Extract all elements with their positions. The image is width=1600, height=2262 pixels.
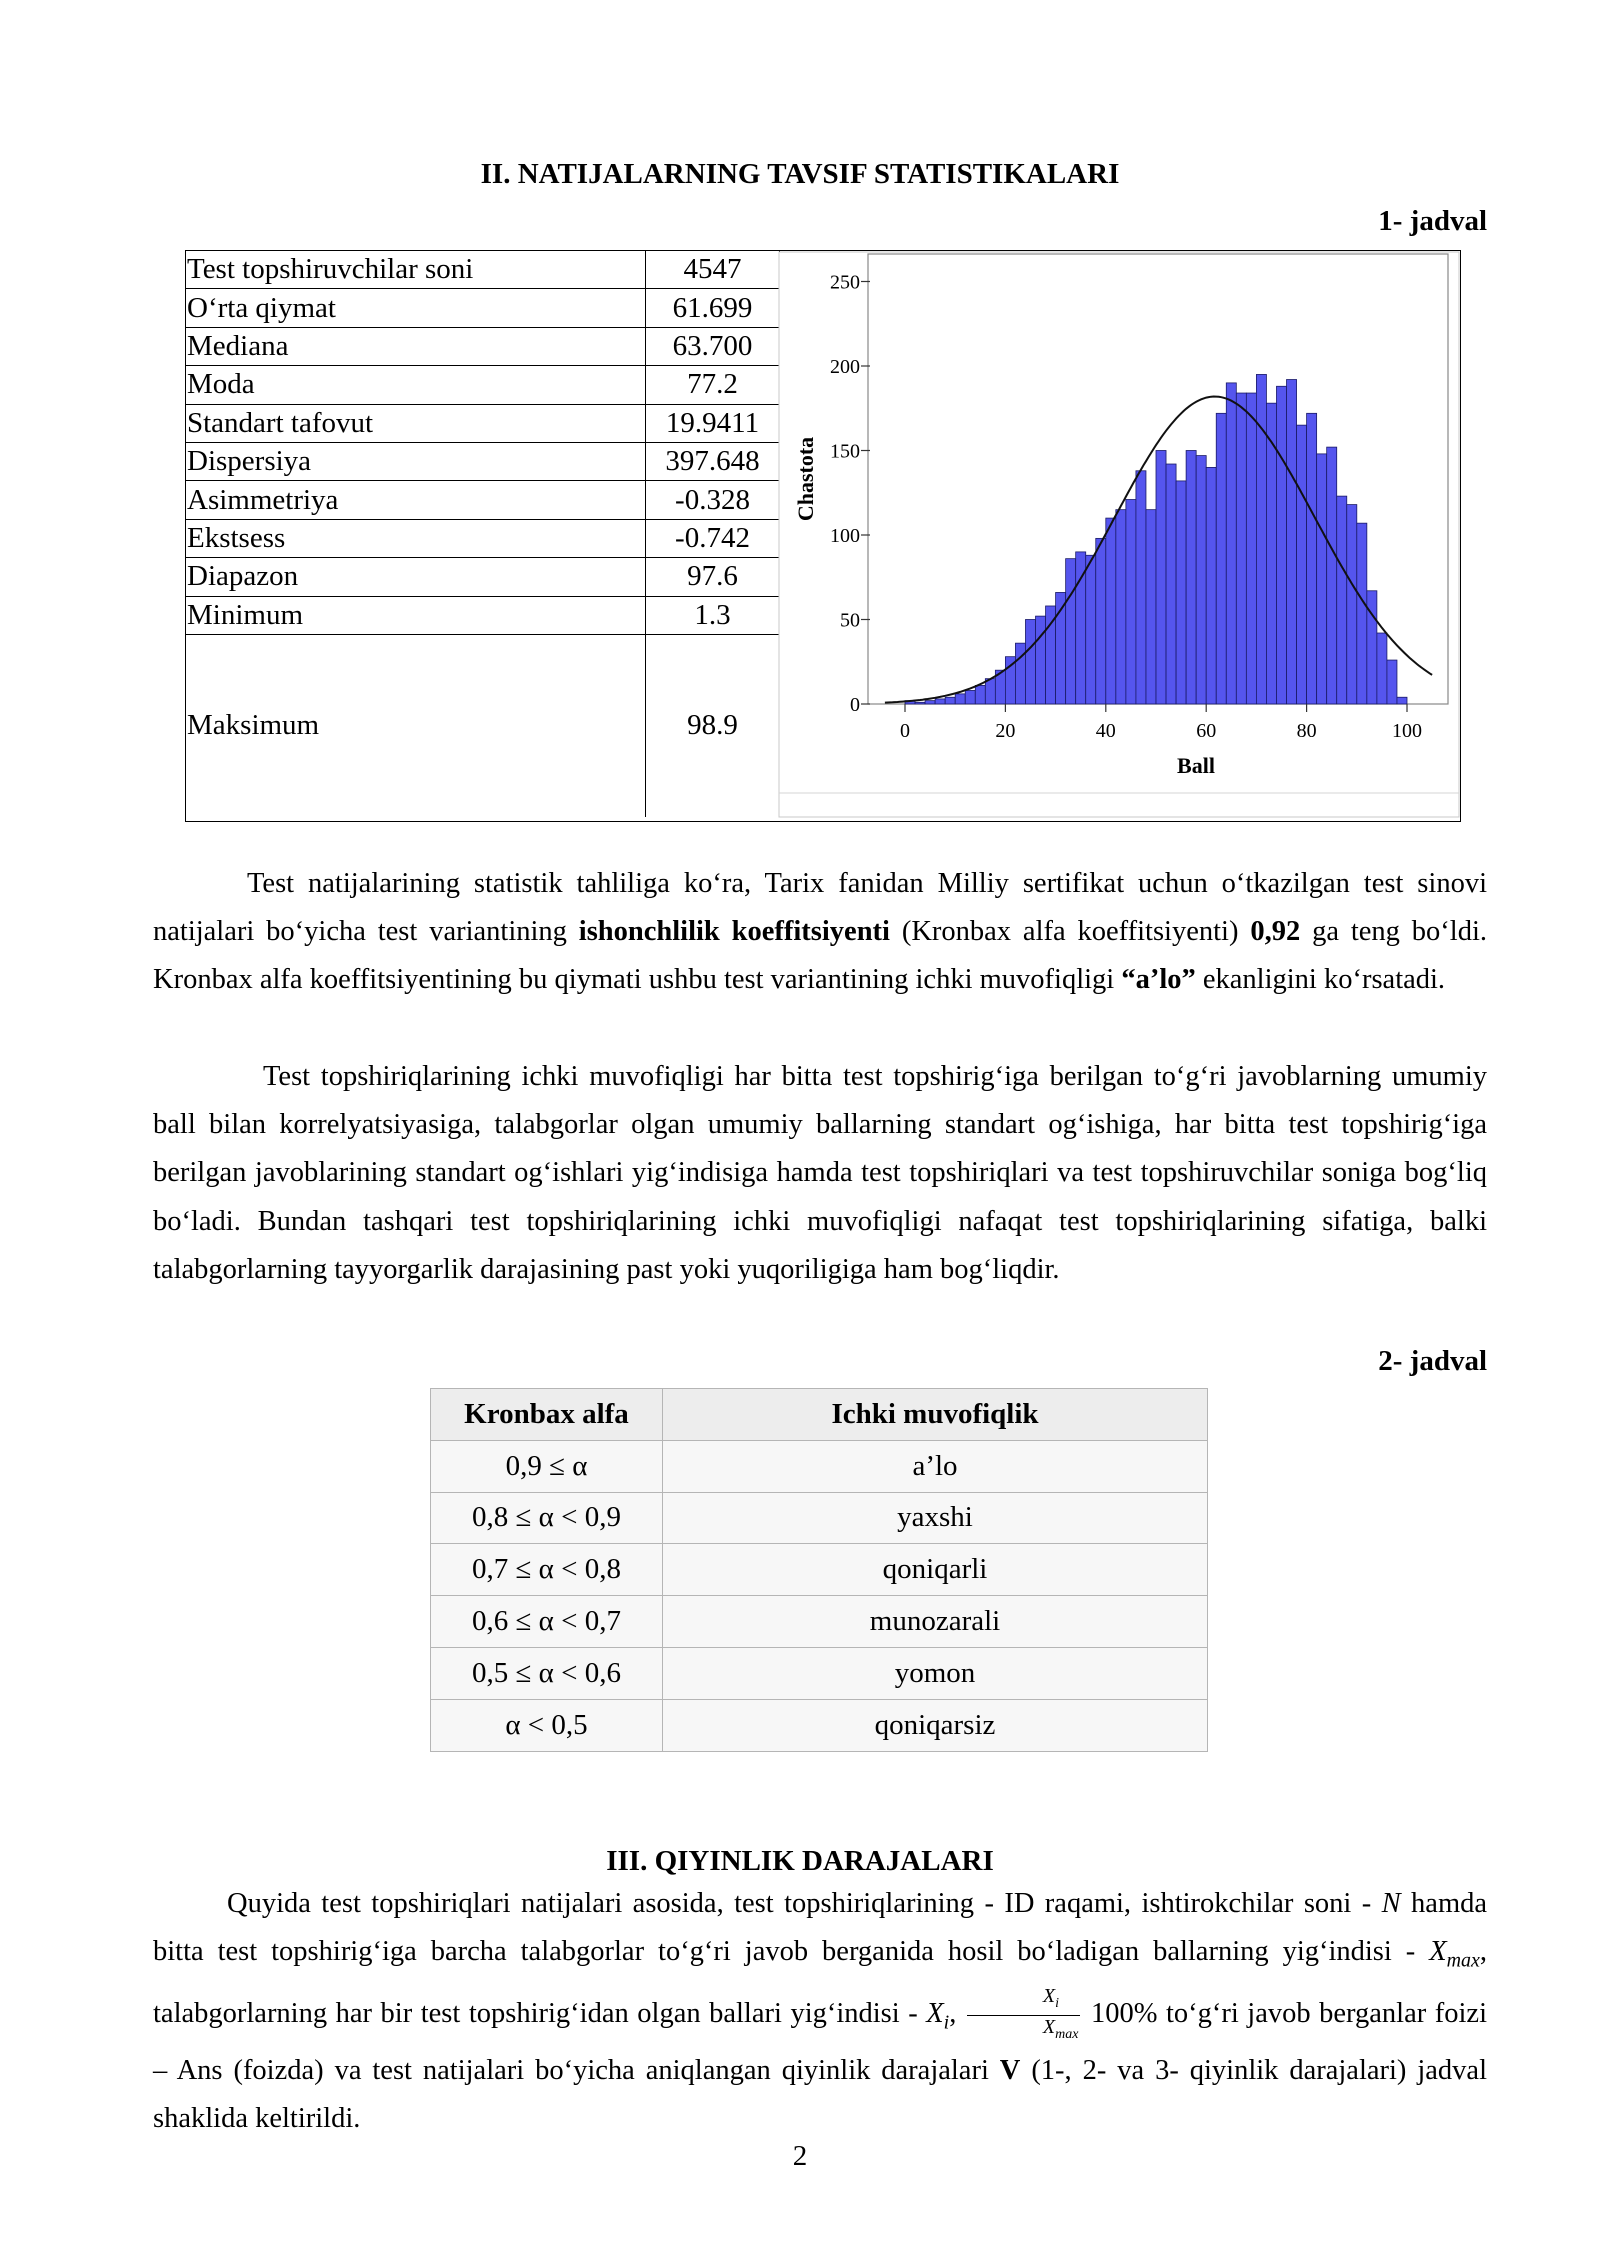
histogram-bar <box>1036 616 1046 704</box>
histogram-bar <box>955 694 965 704</box>
histogram-bar <box>1357 523 1367 704</box>
histogram-bar <box>1347 505 1357 704</box>
histogram-bar <box>1066 559 1076 704</box>
histogram-bar <box>1166 464 1176 704</box>
histogram-bar <box>1297 425 1307 704</box>
histogram-bar <box>1317 454 1327 704</box>
fraction-numerator <box>967 1985 1081 2016</box>
text-run: , <box>949 1998 965 2030</box>
stat-label: Diapazon <box>186 558 646 596</box>
text-run: hamda bitta test topshirig‘iga barcha talabgorlar to‘g‘ri javob berganida hosil bo‘ladigan ballarning yig‘indisi - <box>153 1888 1488 1968</box>
text-run: (1-, 2- va 3- qiyinlik darajalari) jadval shaklida keltirildi. <box>153 2055 1487 2135</box>
stat-value: -0.328 <box>646 481 780 519</box>
stat-label: Standart tafovut <box>186 404 646 442</box>
symbol-base: X <box>1042 1985 1056 2008</box>
table-row <box>186 481 780 519</box>
bold-rating: “a’lo” <box>1121 964 1196 996</box>
histogram-bar <box>1126 500 1136 704</box>
stat-value: 98.9 <box>646 634 780 817</box>
stat-label: Test topshiruvchilar soni <box>186 251 646 289</box>
histogram-bar <box>915 702 925 704</box>
histogram-bar <box>1116 510 1126 704</box>
histogram-svg <box>778 251 1460 821</box>
x-tick-label: 20 <box>995 720 1016 742</box>
text-run: ekanligini ko‘rsatadi. <box>1195 964 1446 996</box>
table-row <box>431 1596 1208 1648</box>
histogram-bar <box>1387 660 1397 704</box>
histogram-bar <box>975 685 985 704</box>
table-row <box>186 634 780 817</box>
table-row <box>186 442 780 480</box>
stat-label: Maksimum <box>186 634 646 817</box>
histogram-bar <box>1226 383 1236 704</box>
stat-value: 77.2 <box>646 366 780 404</box>
histogram-bar <box>1377 633 1387 704</box>
table1-caption: 1- jadval <box>1378 205 1487 237</box>
histogram-bar <box>1086 555 1096 704</box>
table-row <box>186 596 780 634</box>
symbol-sub: i <box>943 2011 950 2034</box>
text-run: ga teng bo‘ldi. Kronbax alfa koeffitsiyentining bu qiymati ushbu test variantining ichki muvofiqligi <box>153 916 1487 996</box>
x-tick-label: 60 <box>1196 720 1217 742</box>
histogram-bar <box>1096 538 1106 704</box>
fraction-denominator <box>967 2016 1081 2046</box>
text-run: (Kronbax alfa koeffitsiyenti) <box>889 916 1251 948</box>
stat-label: O‘rta qiymat <box>186 289 646 327</box>
table-row <box>431 1647 1208 1699</box>
stat-value: 19.9411 <box>646 404 780 442</box>
text-run: Quyida test topshiriqlari natijalari asosida, test topshiriqlarining - ID raqami, ishtirokchilar soni - <box>227 1888 1382 1919</box>
x-tick-label: 40 <box>1095 720 1116 742</box>
histogram-bar <box>1076 552 1086 704</box>
histogram-bar <box>1136 471 1146 704</box>
symbol-base: X <box>926 1998 944 2030</box>
histogram-bar <box>1176 481 1186 704</box>
alpha-range-cell: 0,6 ≤ α < 0,7 <box>431 1596 663 1648</box>
stat-value: 397.648 <box>646 442 780 480</box>
bold-value: 0,92 <box>1250 916 1301 948</box>
histogram-bar <box>1236 393 1246 704</box>
table-row <box>186 327 780 365</box>
symbol-xi <box>926 1998 950 2034</box>
table-row <box>186 289 780 327</box>
alpha-range-cell: 0,7 ≤ α < 0,8 <box>431 1544 663 1596</box>
symbol-v: V <box>999 2055 1021 2087</box>
table-row <box>186 404 780 442</box>
x-tick-label: 100 <box>1392 720 1422 742</box>
paragraph-difficulty <box>153 1880 1487 2143</box>
table-row <box>431 1440 1208 1492</box>
table-row <box>431 1544 1208 1596</box>
histogram-bar <box>965 690 975 704</box>
histogram-bar <box>1196 456 1206 704</box>
histogram-bar <box>925 701 935 704</box>
x-tick-label: 80 <box>1296 720 1317 742</box>
text-run: , talabgorlarning har bir test topshirig‘idan olgan ballari yig‘indisi - <box>153 1936 1487 2030</box>
stat-value: 63.700 <box>646 327 780 365</box>
statistics-rows <box>186 251 780 817</box>
rating-cell: yomon <box>663 1647 1208 1699</box>
histogram-bar <box>1327 447 1337 704</box>
symbol-sub: max <box>1055 2027 1079 2043</box>
table2-caption: 2- jadval <box>1378 1345 1487 1377</box>
stat-label: Asimmetriya <box>186 481 646 519</box>
table-row <box>186 558 780 596</box>
header-ichki: Ichki muvofiqlik <box>663 1389 1208 1441</box>
symbol-base: X <box>1042 2016 1056 2039</box>
table-row <box>431 1699 1208 1751</box>
fraction-xi-xmax <box>967 1985 1081 2046</box>
histogram-bar <box>1337 496 1347 704</box>
histogram-bar <box>1025 620 1035 705</box>
alpha-range-cell: 0,9 ≤ α <box>431 1440 663 1492</box>
histogram-bar <box>1156 451 1166 705</box>
histogram-bar <box>1015 643 1025 704</box>
table-header-row <box>431 1389 1208 1441</box>
y-tick-label: 250 <box>830 271 860 294</box>
histogram-bar <box>1106 518 1116 704</box>
paragraph-reliability <box>153 860 1487 1005</box>
symbol-sub: max <box>1446 1949 1480 1972</box>
y-axis-label: Chastota <box>793 436 818 522</box>
table-row <box>186 251 780 289</box>
histogram-bar <box>985 679 995 704</box>
table-row <box>431 1492 1208 1544</box>
x-axis-label: Ball <box>1177 753 1215 778</box>
symbol-base: X <box>1429 1936 1447 1968</box>
rating-cell: yaxshi <box>663 1492 1208 1544</box>
rating-cell: qoniqarsiz <box>663 1699 1208 1751</box>
alpha-range-cell: 0,8 ≤ α < 0,9 <box>431 1492 663 1544</box>
y-tick-label: 50 <box>840 609 860 632</box>
histogram-bar <box>1186 451 1196 705</box>
histogram-chart <box>778 251 1460 821</box>
table-row <box>186 366 780 404</box>
histogram-bar <box>1216 413 1226 704</box>
symbol-n: N <box>1381 1888 1401 1919</box>
page-number: 2 <box>792 2140 808 2172</box>
histogram-bar <box>1146 510 1156 704</box>
text-run: 100% to‘g‘ri javob berganlar foizi – Ans (foizda) va test natijalari bo‘yicha aniqlangan qiyinlik darajalari <box>153 1998 1487 2087</box>
bold-term: ishonchlilik koeffitsiyenti <box>578 916 890 948</box>
histogram-bar <box>1276 386 1286 704</box>
header-kronbax: Kronbax alfa <box>431 1389 663 1441</box>
rating-cell: munozarali <box>663 1596 1208 1648</box>
rating-cell: qoniqarli <box>663 1544 1208 1596</box>
y-tick-label: 150 <box>830 440 860 463</box>
histogram-bar <box>1206 467 1216 704</box>
alpha-range-cell: α < 0,5 <box>431 1699 663 1751</box>
stat-label: Ekstsess <box>186 519 646 557</box>
paragraph-consistency: Test topshiriqlarining ichki muvofiqligi har bitta test topshirig‘iga berilgan to‘g‘ri javoblarning umumiy ball bilan korrelyatsiyasiga, talabgorlar olgan umumiy ballarning standart og‘ishiga, har bitta test topshirig‘iga berilgan javoblarining standart og‘ishlari yig‘indisiga hamda test topshiriqlari va test topshiruvchilar soniga bog‘liq bo‘ladi. Bundan tashqari test topshiriqlarining ichki muvofiqligi nafaqat test topshiriqlarining sifatiga, balki talabgorlarning tayyorgarlik darajasining past yoki yuqoriligiga ham bog‘liqdir. <box>153 1061 1487 1285</box>
symbol-xmax <box>1429 1936 1480 1972</box>
stat-value: 1.3 <box>646 596 780 634</box>
histogram-bar <box>945 697 955 704</box>
cronbach-table <box>430 1388 1208 1752</box>
histogram-bar <box>1307 413 1317 704</box>
stat-value: 4547 <box>646 251 780 289</box>
stat-value: 97.6 <box>646 558 780 596</box>
section-title-statistics: II. NATIJALARNING TAVSIF STATISTIKALARI <box>480 158 1120 190</box>
y-tick-label: 200 <box>830 356 860 378</box>
table-row <box>186 519 780 557</box>
text-run: Test natijalarining statistik tahliliga ko‘ra, Tarix fanidan Milliy sertifikat uchun o‘tkazilgan test sinovi natijalari bo‘yicha test variantining <box>153 868 1487 948</box>
stat-value: 61.699 <box>646 289 780 327</box>
stat-label: Moda <box>186 366 646 404</box>
alpha-range-cell: 0,5 ≤ α < 0,6 <box>431 1647 663 1699</box>
stat-label: Dispersiya <box>186 442 646 480</box>
stat-label: Mediana <box>186 327 646 365</box>
y-tick-label: 100 <box>830 525 860 547</box>
rating-cell: a’lo <box>663 1440 1208 1492</box>
histogram-bar <box>1397 697 1407 704</box>
histogram-bar <box>935 699 945 704</box>
section-title-difficulty: III. QIYINLIK DARAJALARI <box>606 1845 994 1877</box>
histogram-bar <box>1287 380 1297 704</box>
y-tick-label: 0 <box>850 694 860 716</box>
x-tick-label: 0 <box>900 720 910 742</box>
statistics-table <box>185 250 1461 822</box>
histogram-bar <box>1246 393 1256 704</box>
stat-label: Minimum <box>186 596 646 634</box>
symbol-sub: i <box>1055 1996 1059 2012</box>
stat-value: -0.742 <box>646 519 780 557</box>
